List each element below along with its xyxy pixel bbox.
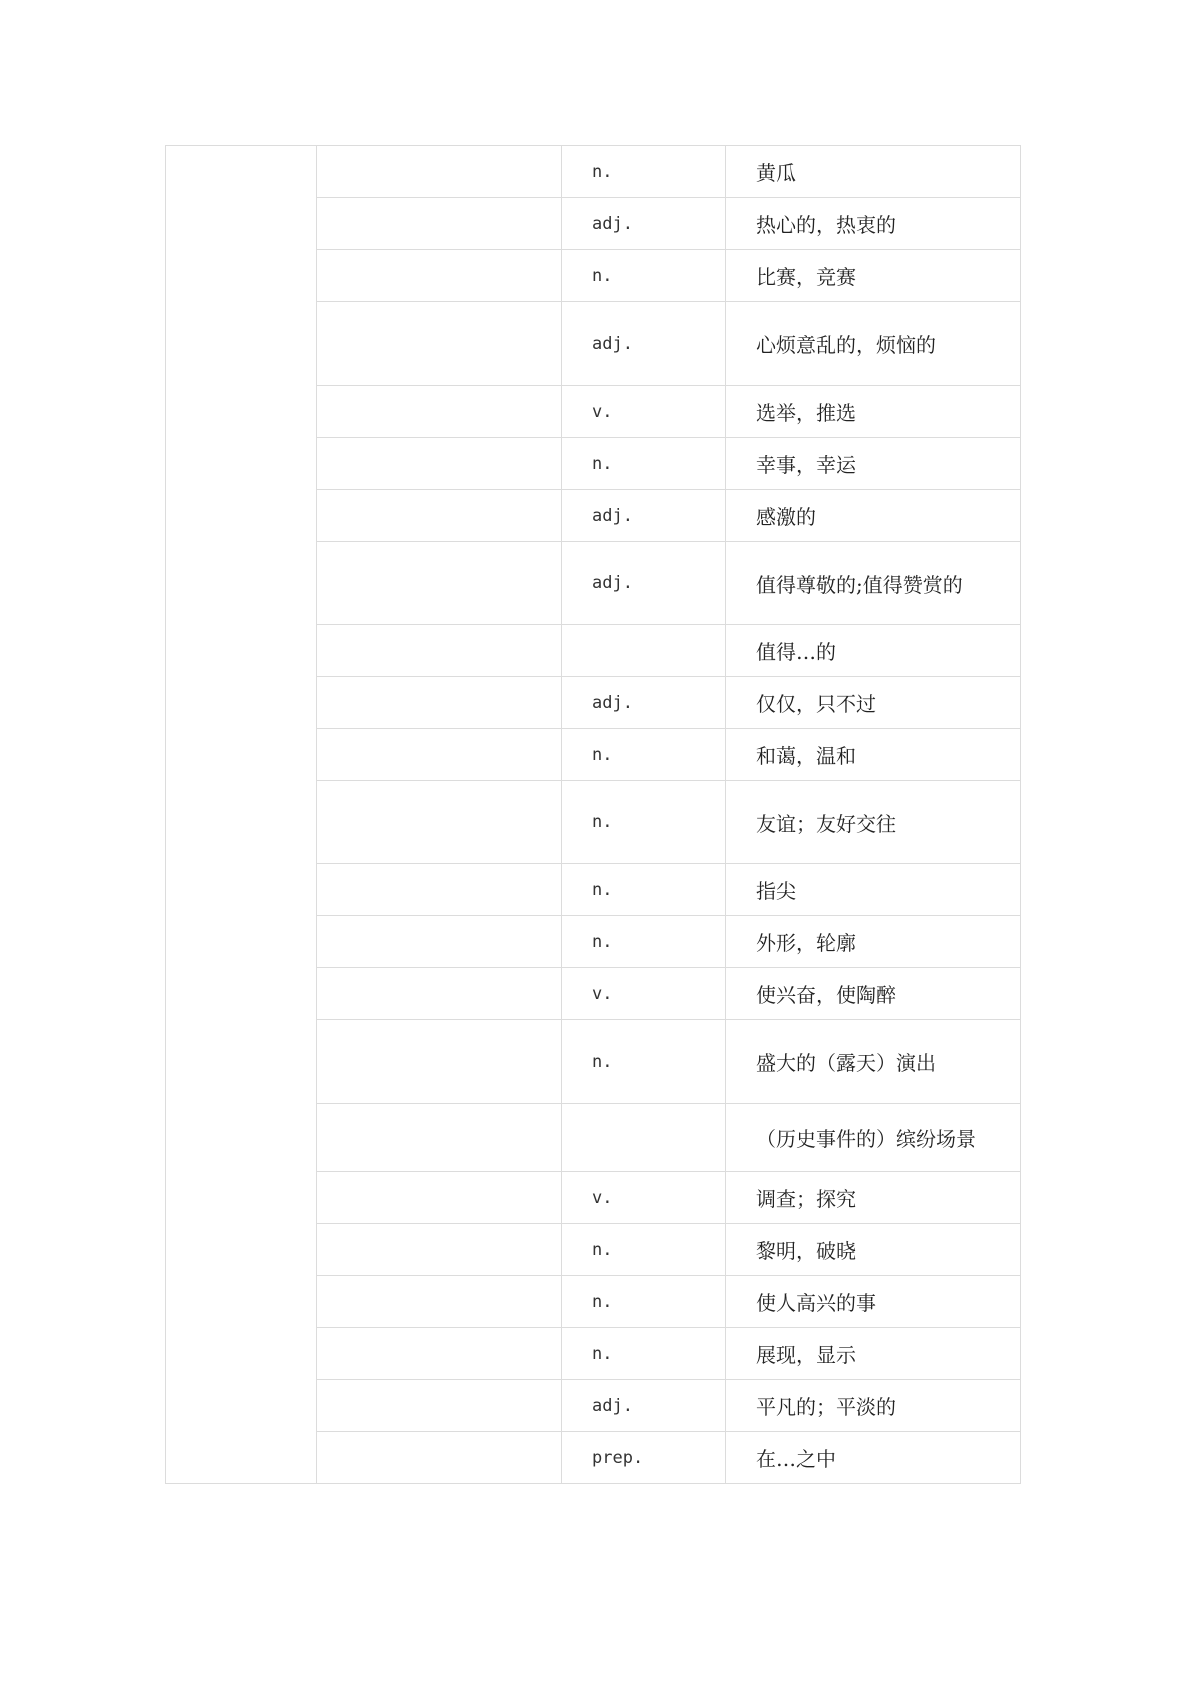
meaning-cell: 展现，显示 bbox=[726, 1328, 1021, 1380]
meaning-cell: 平凡的；平淡的 bbox=[726, 1380, 1021, 1432]
part-of-speech-cell: n. bbox=[562, 250, 726, 302]
meaning-cell: 热心的，热衷的 bbox=[726, 198, 1021, 250]
meaning-cell: 盛大的（露天）演出 bbox=[726, 1020, 1021, 1104]
word-cell bbox=[317, 1020, 562, 1104]
meaning-cell: 值得尊敬的;值得赞赏的 bbox=[726, 542, 1021, 625]
word-cell bbox=[317, 1432, 562, 1484]
word-cell bbox=[317, 968, 562, 1020]
part-of-speech-cell: n. bbox=[562, 916, 726, 968]
meaning-cell: 指尖 bbox=[726, 864, 1021, 916]
word-cell bbox=[317, 438, 562, 490]
meaning-cell: 感激的 bbox=[726, 490, 1021, 542]
part-of-speech-cell: n. bbox=[562, 146, 726, 198]
word-cell bbox=[317, 1380, 562, 1432]
part-of-speech-cell: adj. bbox=[562, 490, 726, 542]
vocabulary-table bbox=[165, 145, 1021, 1484]
word-cell bbox=[317, 916, 562, 968]
word-cell bbox=[317, 1104, 562, 1172]
meaning-cell: 和蔼，温和 bbox=[726, 729, 1021, 781]
part-of-speech-cell: v. bbox=[562, 386, 726, 438]
meaning-cell: 调查；探究 bbox=[726, 1172, 1021, 1224]
part-of-speech-cell: n. bbox=[562, 1020, 726, 1104]
part-of-speech-cell bbox=[562, 625, 726, 677]
part-of-speech-cell: adj. bbox=[562, 198, 726, 250]
meaning-cell: 仅仅，只不过 bbox=[726, 677, 1021, 729]
part-of-speech-cell: prep. bbox=[562, 1432, 726, 1484]
word-cell bbox=[317, 490, 562, 542]
merged-first-column-cell bbox=[166, 146, 317, 1484]
meaning-cell: 选举，推选 bbox=[726, 386, 1021, 438]
word-cell bbox=[317, 1172, 562, 1224]
word-cell bbox=[317, 302, 562, 386]
meaning-cell: 黎明，破晓 bbox=[726, 1224, 1021, 1276]
word-cell bbox=[317, 677, 562, 729]
meaning-cell: 使人高兴的事 bbox=[726, 1276, 1021, 1328]
part-of-speech-cell: n. bbox=[562, 729, 726, 781]
word-cell bbox=[317, 542, 562, 625]
part-of-speech-cell: adj. bbox=[562, 1380, 726, 1432]
meaning-cell: （历史事件的）缤纷场景 bbox=[726, 1104, 1021, 1172]
part-of-speech-cell: adj. bbox=[562, 677, 726, 729]
meaning-cell: 使兴奋，使陶醉 bbox=[726, 968, 1021, 1020]
word-cell bbox=[317, 250, 562, 302]
part-of-speech-cell: v. bbox=[562, 1172, 726, 1224]
part-of-speech-cell: n. bbox=[562, 1224, 726, 1276]
meaning-cell: 黄瓜 bbox=[726, 146, 1021, 198]
meaning-cell: 比赛，竞赛 bbox=[726, 250, 1021, 302]
table-row bbox=[166, 146, 1021, 198]
part-of-speech-cell bbox=[562, 1104, 726, 1172]
word-cell bbox=[317, 198, 562, 250]
vocabulary-table-body bbox=[166, 146, 1021, 1484]
meaning-cell: 友谊；友好交往 bbox=[726, 781, 1021, 864]
meaning-cell: 心烦意乱的，烦恼的 bbox=[726, 302, 1021, 386]
word-cell bbox=[317, 1276, 562, 1328]
part-of-speech-cell: v. bbox=[562, 968, 726, 1020]
part-of-speech-cell: n. bbox=[562, 781, 726, 864]
part-of-speech-cell: n. bbox=[562, 1328, 726, 1380]
word-cell bbox=[317, 146, 562, 198]
part-of-speech-cell: n. bbox=[562, 438, 726, 490]
word-cell bbox=[317, 1328, 562, 1380]
part-of-speech-cell: adj. bbox=[562, 542, 726, 625]
word-cell bbox=[317, 1224, 562, 1276]
meaning-cell: 值得…的 bbox=[726, 625, 1021, 677]
part-of-speech-cell: adj. bbox=[562, 302, 726, 386]
meaning-cell: 外形，轮廓 bbox=[726, 916, 1021, 968]
word-cell bbox=[317, 386, 562, 438]
meaning-cell: 幸事，幸运 bbox=[726, 438, 1021, 490]
word-cell bbox=[317, 781, 562, 864]
word-cell bbox=[317, 729, 562, 781]
part-of-speech-cell: n. bbox=[562, 864, 726, 916]
meaning-cell: 在…之中 bbox=[726, 1432, 1021, 1484]
part-of-speech-cell: n. bbox=[562, 1276, 726, 1328]
word-cell bbox=[317, 864, 562, 916]
word-cell bbox=[317, 625, 562, 677]
